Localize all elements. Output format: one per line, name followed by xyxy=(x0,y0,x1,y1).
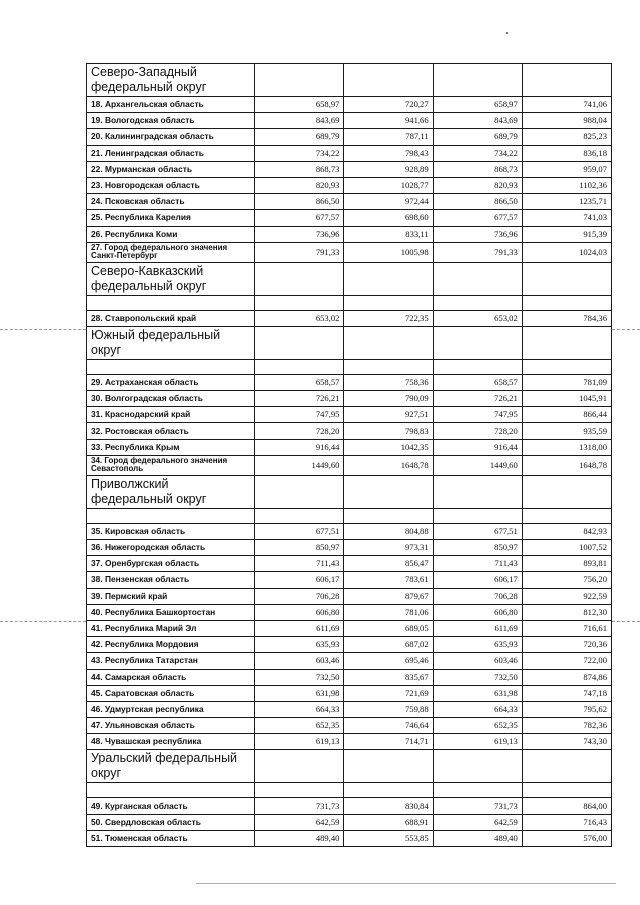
value-cell-col1: 734,22 xyxy=(255,145,344,161)
value-cell-col3: 728,20 xyxy=(433,423,522,439)
value-cell-col2: 927,51 xyxy=(344,407,433,423)
table-row xyxy=(87,374,612,390)
district-name: Северо-Западный федеральный округ xyxy=(87,64,255,97)
value-cell-col2: 687,02 xyxy=(344,637,433,653)
value-cell-col3: 843,69 xyxy=(433,113,522,129)
region-name: 34. Город федерального значения Севастополь xyxy=(87,455,255,475)
value-cell-col3: 619,13 xyxy=(433,734,522,750)
region-name: 22. Мурманская область xyxy=(87,161,255,177)
value-cell-col2: 804,88 xyxy=(344,523,433,539)
value-cell-col2: 879,67 xyxy=(344,588,433,604)
empty-cell xyxy=(87,359,255,374)
table-row xyxy=(87,637,612,653)
empty-cell xyxy=(522,359,611,374)
empty-cell xyxy=(522,262,611,295)
value-cell-col2: 835,67 xyxy=(344,669,433,685)
empty-cell xyxy=(255,750,344,783)
value-cell-col4: 747,18 xyxy=(522,685,611,701)
table-row xyxy=(87,540,612,556)
district-header-row xyxy=(87,262,612,295)
value-cell-col4: 988,04 xyxy=(522,113,611,129)
value-cell-col3: 677,51 xyxy=(433,523,522,539)
value-cell-col1: 631,98 xyxy=(255,685,344,701)
value-cell-col4: 741,03 xyxy=(522,210,611,226)
table-row xyxy=(87,588,612,604)
value-cell-col4: 720,36 xyxy=(522,637,611,653)
table-row xyxy=(87,113,612,129)
table-row xyxy=(87,161,612,177)
value-cell-col2: 695,46 xyxy=(344,653,433,669)
scan-artifact-line xyxy=(612,621,640,622)
value-cell-col3: 606,17 xyxy=(433,572,522,588)
region-name: 23. Новгородская область xyxy=(87,177,255,193)
empty-cell xyxy=(433,750,522,783)
table-row xyxy=(87,830,612,846)
region-name: 21. Ленинградская область xyxy=(87,145,255,161)
region-name: 41. Республика Марий Эл xyxy=(87,620,255,636)
region-name: 51. Тюменская область xyxy=(87,830,255,846)
region-name: 45. Саратовская область xyxy=(87,685,255,701)
empty-cell xyxy=(522,295,611,310)
value-cell-col4: 922,59 xyxy=(522,588,611,604)
value-cell-col2: 972,44 xyxy=(344,194,433,210)
value-cell-col3: 850,97 xyxy=(433,540,522,556)
empty-cell xyxy=(255,508,344,523)
table-row xyxy=(87,439,612,455)
table-row xyxy=(87,310,612,326)
value-cell-col1: 677,51 xyxy=(255,523,344,539)
table-row xyxy=(87,620,612,636)
region-name: 43. Республика Татарстан xyxy=(87,653,255,669)
region-name: 19. Вологодская область xyxy=(87,113,255,129)
empty-cell xyxy=(255,295,344,310)
value-cell-col1: 606,80 xyxy=(255,604,344,620)
value-cell-col2: 721,69 xyxy=(344,685,433,701)
value-cell-col3: 653,02 xyxy=(433,310,522,326)
region-name: 36. Нижегородская область xyxy=(87,540,255,556)
value-cell-col4: 915,39 xyxy=(522,226,611,242)
table-row xyxy=(87,129,612,145)
table-row xyxy=(87,407,612,423)
table-row xyxy=(87,685,612,701)
district-header-row xyxy=(87,326,612,359)
value-cell-col2: 928,89 xyxy=(344,161,433,177)
district-name: Северо-Кавказский федеральный округ xyxy=(87,262,255,295)
region-name: 35. Кировская область xyxy=(87,523,255,539)
district-name: Южный федеральный округ xyxy=(87,326,255,359)
region-name: 33. Республика Крым xyxy=(87,439,255,455)
value-cell-col1: 916,44 xyxy=(255,439,344,455)
empty-cell xyxy=(522,64,611,97)
value-cell-col4: 812,30 xyxy=(522,604,611,620)
value-cell-col1: 658,57 xyxy=(255,374,344,390)
region-name: 28. Ставропольский край xyxy=(87,310,255,326)
value-cell-col2: 1648,78 xyxy=(344,455,433,475)
region-name: 25. Республика Карелия xyxy=(87,210,255,226)
value-cell-col4: 825,23 xyxy=(522,129,611,145)
value-cell-col4: 716,61 xyxy=(522,620,611,636)
empty-cell xyxy=(344,326,433,359)
empty-cell xyxy=(433,783,522,798)
region-name: 31. Краснодарский край xyxy=(87,407,255,423)
empty-cell xyxy=(344,475,433,508)
value-cell-col1: 843,69 xyxy=(255,113,344,129)
region-name: 18. Архангельская область xyxy=(87,97,255,113)
table-row xyxy=(87,604,612,620)
value-cell-col3: 489,40 xyxy=(433,830,522,846)
empty-cell xyxy=(255,783,344,798)
empty-cell xyxy=(433,64,522,97)
region-name: 38. Пензенская область xyxy=(87,572,255,588)
table-row xyxy=(87,734,612,750)
value-cell-col1: 866,50 xyxy=(255,194,344,210)
value-cell-col3: 664,33 xyxy=(433,701,522,717)
table-row xyxy=(87,556,612,572)
value-cell-col3: 1449,60 xyxy=(433,455,522,475)
value-cell-col3: 711,43 xyxy=(433,556,522,572)
empty-cell xyxy=(255,64,344,97)
value-cell-col1: 619,13 xyxy=(255,734,344,750)
empty-cell xyxy=(522,750,611,783)
region-name: 32. Ростовская область xyxy=(87,423,255,439)
value-cell-col4: 756,20 xyxy=(522,572,611,588)
spacer-row xyxy=(87,295,612,310)
value-cell-col4: 1318,00 xyxy=(522,439,611,455)
scan-artifact-line xyxy=(0,621,86,622)
region-name: 40. Республика Башкортостан xyxy=(87,604,255,620)
value-cell-col3: 658,97 xyxy=(433,97,522,113)
region-name: 47. Ульяновская область xyxy=(87,718,255,734)
spacer-row xyxy=(87,783,612,798)
value-cell-col4: 576,00 xyxy=(522,830,611,846)
district-name: Приволжский федеральный округ xyxy=(87,475,255,508)
value-cell-col3: 747,95 xyxy=(433,407,522,423)
value-cell-col3: 791,33 xyxy=(433,242,522,262)
empty-cell xyxy=(344,508,433,523)
value-cell-col1: 706,28 xyxy=(255,588,344,604)
table-row xyxy=(87,798,612,814)
empty-cell xyxy=(344,64,433,97)
empty-cell xyxy=(344,295,433,310)
table-row xyxy=(87,523,612,539)
region-name: 46. Удмуртская республика xyxy=(87,701,255,717)
value-cell-col3: 731,73 xyxy=(433,798,522,814)
value-cell-col2: 698,60 xyxy=(344,210,433,226)
value-cell-col1: 850,97 xyxy=(255,540,344,556)
value-cell-col3: 611,69 xyxy=(433,620,522,636)
value-cell-col1: 1449,60 xyxy=(255,455,344,475)
value-cell-col1: 736,96 xyxy=(255,226,344,242)
region-name: 42. Республика Мордовия xyxy=(87,637,255,653)
value-cell-col4: 959,07 xyxy=(522,161,611,177)
value-cell-col2: 1005,98 xyxy=(344,242,433,262)
region-name: 26. Республика Коми xyxy=(87,226,255,242)
value-cell-col2: 798,43 xyxy=(344,145,433,161)
value-cell-col2: 856,47 xyxy=(344,556,433,572)
value-cell-col2: 714,71 xyxy=(344,734,433,750)
value-cell-col2: 973,31 xyxy=(344,540,433,556)
value-cell-col3: 734,22 xyxy=(433,145,522,161)
value-cell-col4: 784,36 xyxy=(522,310,611,326)
value-cell-col4: 864,00 xyxy=(522,798,611,814)
table-row xyxy=(87,194,612,210)
value-cell-col2: 781,06 xyxy=(344,604,433,620)
value-cell-col4: 716,43 xyxy=(522,814,611,830)
table-row xyxy=(87,718,612,734)
district-header-row xyxy=(87,475,612,508)
table-row xyxy=(87,242,612,262)
value-cell-col1: 820,93 xyxy=(255,177,344,193)
value-cell-col4: 866,44 xyxy=(522,407,611,423)
value-cell-col3: 635,93 xyxy=(433,637,522,653)
value-cell-col2: 688,91 xyxy=(344,814,433,830)
value-cell-col1: 603,46 xyxy=(255,653,344,669)
district-name: Уральский федеральный округ xyxy=(87,750,255,783)
table-row xyxy=(87,97,612,113)
value-cell-col4: 874,86 xyxy=(522,669,611,685)
value-cell-col4: 795,62 xyxy=(522,701,611,717)
value-cell-col1: 652,35 xyxy=(255,718,344,734)
table-row xyxy=(87,145,612,161)
table-row xyxy=(87,701,612,717)
value-cell-col4: 893,81 xyxy=(522,556,611,572)
empty-cell xyxy=(522,475,611,508)
scan-artifact-line xyxy=(196,883,616,884)
empty-cell xyxy=(255,359,344,374)
value-cell-col3: 706,28 xyxy=(433,588,522,604)
district-header-row xyxy=(87,750,612,783)
empty-cell xyxy=(344,262,433,295)
value-cell-col4: 743,30 xyxy=(522,734,611,750)
value-cell-col3: 606,80 xyxy=(433,604,522,620)
empty-cell xyxy=(87,783,255,798)
value-cell-col2: 783,61 xyxy=(344,572,433,588)
value-cell-col4: 1648,78 xyxy=(522,455,611,475)
table-row xyxy=(87,814,612,830)
value-cell-col1: 653,02 xyxy=(255,310,344,326)
empty-cell xyxy=(433,295,522,310)
value-cell-col3: 603,46 xyxy=(433,653,522,669)
value-cell-col4: 1235,71 xyxy=(522,194,611,210)
table-row xyxy=(87,455,612,475)
value-cell-col4: 1024,03 xyxy=(522,242,611,262)
value-cell-col1: 689,79 xyxy=(255,129,344,145)
table-row xyxy=(87,572,612,588)
value-cell-col3: 732,50 xyxy=(433,669,522,685)
empty-cell xyxy=(87,508,255,523)
value-cell-col3: 631,98 xyxy=(433,685,522,701)
region-name: 50. Свердловская область xyxy=(87,814,255,830)
value-cell-col2: 689,05 xyxy=(344,620,433,636)
value-cell-col3: 726,21 xyxy=(433,391,522,407)
district-header-row xyxy=(87,64,612,97)
scan-artifact-line xyxy=(612,329,640,330)
value-cell-col2: 758,36 xyxy=(344,374,433,390)
value-cell-col4: 741,06 xyxy=(522,97,611,113)
value-cell-col2: 833,11 xyxy=(344,226,433,242)
value-cell-col3: 866,50 xyxy=(433,194,522,210)
table-row xyxy=(87,226,612,242)
value-cell-col3: 658,57 xyxy=(433,374,522,390)
value-cell-col3: 736,96 xyxy=(433,226,522,242)
empty-cell xyxy=(344,359,433,374)
value-cell-col1: 728,20 xyxy=(255,423,344,439)
value-cell-col1: 677,57 xyxy=(255,210,344,226)
region-name: 44. Самарская область xyxy=(87,669,255,685)
empty-cell xyxy=(87,295,255,310)
region-name: 37. Оренбургская область xyxy=(87,556,255,572)
value-cell-col4: 1102,36 xyxy=(522,177,611,193)
value-cell-col2: 720,27 xyxy=(344,97,433,113)
value-cell-col1: 606,17 xyxy=(255,572,344,588)
region-name: 49. Курганская область xyxy=(87,798,255,814)
region-name: 48. Чувашская республика xyxy=(87,734,255,750)
value-cell-col3: 868,73 xyxy=(433,161,522,177)
empty-cell xyxy=(522,783,611,798)
value-cell-col1: 658,97 xyxy=(255,97,344,113)
empty-cell xyxy=(255,326,344,359)
value-cell-col4: 836,18 xyxy=(522,145,611,161)
value-cell-col2: 722,35 xyxy=(344,310,433,326)
value-cell-col1: 642,59 xyxy=(255,814,344,830)
value-cell-col3: 820,93 xyxy=(433,177,522,193)
value-cell-col2: 790,09 xyxy=(344,391,433,407)
table-row xyxy=(87,177,612,193)
spacer-row xyxy=(87,508,612,523)
table-row xyxy=(87,423,612,439)
value-cell-col4: 722,00 xyxy=(522,653,611,669)
table-row xyxy=(87,391,612,407)
empty-cell xyxy=(433,475,522,508)
value-cell-col2: 798,83 xyxy=(344,423,433,439)
value-cell-col2: 1042,35 xyxy=(344,439,433,455)
value-cell-col2: 759,88 xyxy=(344,701,433,717)
table-row xyxy=(87,653,612,669)
value-cell-col4: 1045,91 xyxy=(522,391,611,407)
empty-cell xyxy=(255,475,344,508)
value-cell-col3: 652,35 xyxy=(433,718,522,734)
value-cell-col3: 677,57 xyxy=(433,210,522,226)
value-cell-col1: 635,93 xyxy=(255,637,344,653)
value-cell-col3: 689,79 xyxy=(433,129,522,145)
value-cell-col4: 842,93 xyxy=(522,523,611,539)
value-cell-col1: 732,50 xyxy=(255,669,344,685)
value-cell-col4: 782,36 xyxy=(522,718,611,734)
value-cell-col2: 787,11 xyxy=(344,129,433,145)
empty-cell xyxy=(522,326,611,359)
table-row xyxy=(87,669,612,685)
value-cell-col1: 664,33 xyxy=(255,701,344,717)
empty-cell xyxy=(522,508,611,523)
value-cell-col4: 781,09 xyxy=(522,374,611,390)
value-cell-col2: 830,84 xyxy=(344,798,433,814)
region-name: 27. Город федерального значения Санкт-Петербург xyxy=(87,242,255,262)
scan-artifact-line xyxy=(0,329,86,330)
value-cell-col1: 747,95 xyxy=(255,407,344,423)
value-cell-col3: 916,44 xyxy=(433,439,522,455)
value-cell-col2: 1028,77 xyxy=(344,177,433,193)
value-cell-col2: 553,85 xyxy=(344,830,433,846)
value-cell-col1: 611,69 xyxy=(255,620,344,636)
value-cell-col2: 746,64 xyxy=(344,718,433,734)
value-cell-col1: 731,73 xyxy=(255,798,344,814)
empty-cell xyxy=(433,326,522,359)
region-name: 29. Астраханская область xyxy=(87,374,255,390)
empty-cell xyxy=(255,262,344,295)
value-cell-col1: 489,40 xyxy=(255,830,344,846)
regions-table xyxy=(86,63,612,847)
value-cell-col4: 1007,52 xyxy=(522,540,611,556)
empty-cell xyxy=(433,262,522,295)
value-cell-col2: 941,66 xyxy=(344,113,433,129)
region-name: 39. Пермский край xyxy=(87,588,255,604)
empty-cell xyxy=(433,508,522,523)
empty-cell xyxy=(433,359,522,374)
empty-cell xyxy=(344,750,433,783)
value-cell-col3: 642,59 xyxy=(433,814,522,830)
region-name: 20. Калининградская область xyxy=(87,129,255,145)
value-cell-col1: 868,73 xyxy=(255,161,344,177)
value-cell-col1: 726,21 xyxy=(255,391,344,407)
table-row xyxy=(87,210,612,226)
scan-speck xyxy=(506,32,508,34)
regions-table-body xyxy=(87,64,612,847)
region-name: 30. Волгоградская область xyxy=(87,391,255,407)
region-name: 24. Псковская область xyxy=(87,194,255,210)
empty-cell xyxy=(344,783,433,798)
spacer-row xyxy=(87,359,612,374)
value-cell-col4: 935,59 xyxy=(522,423,611,439)
value-cell-col1: 711,43 xyxy=(255,556,344,572)
value-cell-col1: 791,33 xyxy=(255,242,344,262)
